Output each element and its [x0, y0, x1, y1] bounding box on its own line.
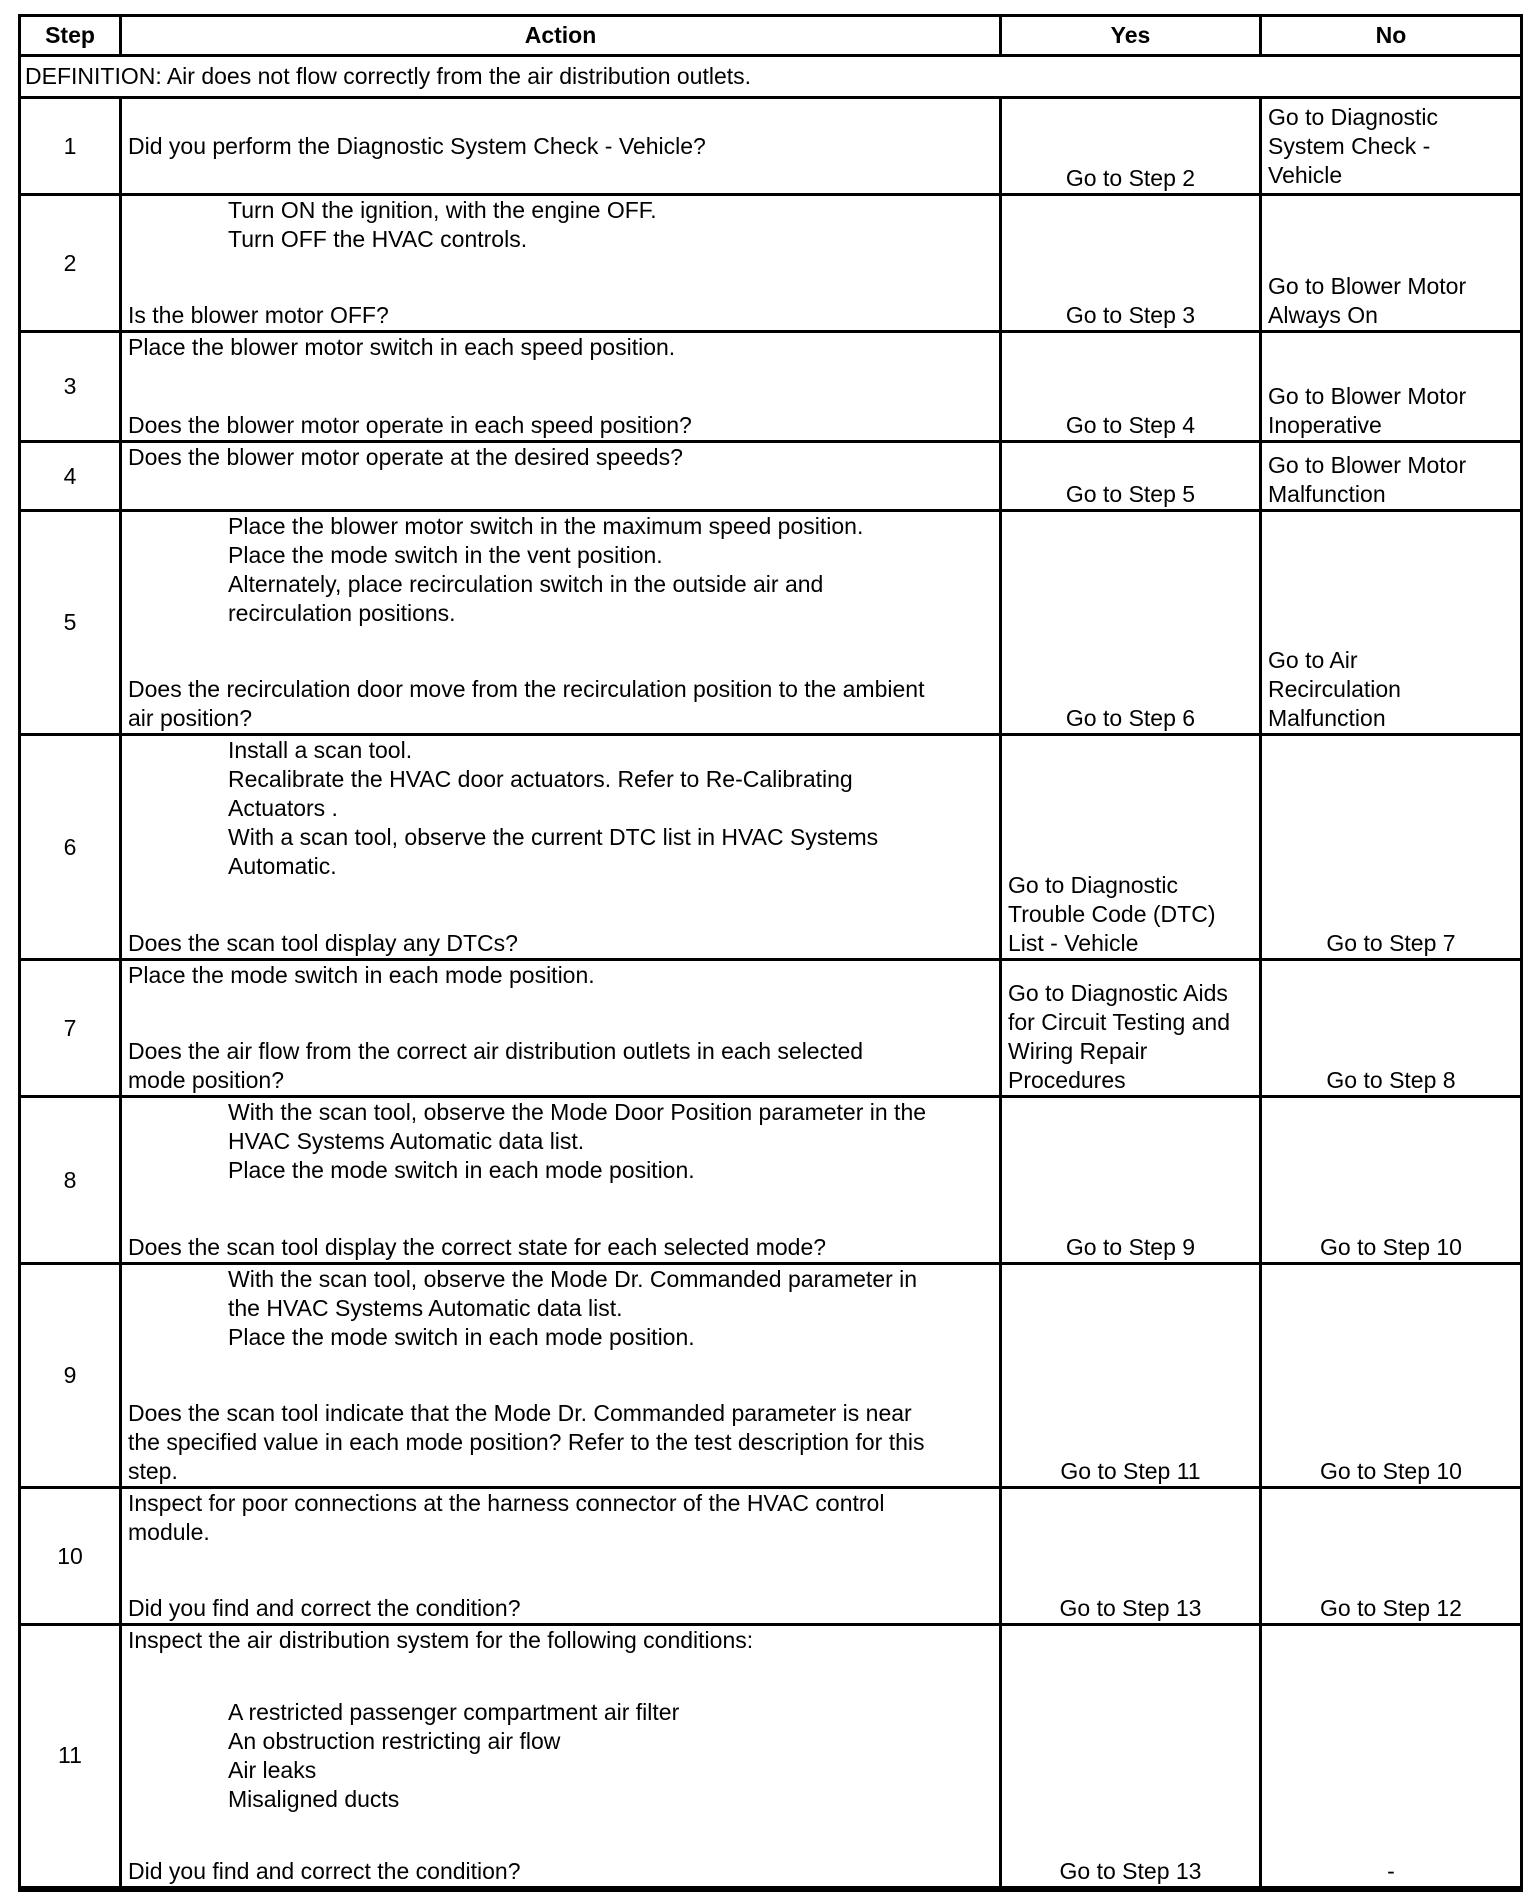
- step-number: 10: [20, 1488, 121, 1625]
- step-number: 8: [20, 1097, 121, 1264]
- condition-list: [128, 1698, 993, 1814]
- yes-result-line: Trouble Code (DTC): [1008, 901, 1216, 927]
- yes-cell: [1001, 98, 1261, 195]
- action-cell: [121, 98, 1001, 195]
- no-result-line: Recirculation: [1268, 676, 1401, 702]
- no-result-line: Go to Step 10: [1320, 1458, 1462, 1484]
- instruction-line: With the scan tool, observe the Mode Door Position parameter in the: [228, 1099, 927, 1125]
- no-result-line: -: [1387, 1857, 1395, 1884]
- table-row: [20, 1264, 1522, 1488]
- no-result-line: Go to Diagnostic: [1268, 103, 1439, 130]
- question-line: Does the blower motor operate in each speed position?: [128, 412, 692, 438]
- instruction-line: Automatic.: [228, 853, 337, 879]
- question-line: step.: [128, 1458, 178, 1484]
- no-result-line: Go to Step 10: [1320, 1234, 1462, 1260]
- action-instructions: [128, 1265, 993, 1352]
- action-instructions: [128, 1098, 993, 1185]
- yes-result-line: Go to Diagnostic Aids: [1008, 980, 1228, 1006]
- table-row: [20, 98, 1522, 195]
- action-cell: [121, 1097, 1001, 1264]
- header-yes: Yes: [1001, 16, 1261, 56]
- action-cell: [121, 1488, 1001, 1625]
- action-content: [128, 961, 993, 1095]
- no-result-line: Malfunction: [1268, 705, 1386, 731]
- action-cell: [121, 332, 1001, 442]
- no-cell: [1261, 1488, 1522, 1625]
- action-content: [128, 1489, 993, 1623]
- action-question: [128, 1399, 993, 1486]
- step-number: 4: [20, 442, 121, 511]
- no-cell: [1261, 195, 1522, 332]
- condition-item: An obstruction restricting air flow: [228, 1727, 561, 1754]
- yes-result-line: Go to Step 4: [1065, 412, 1196, 438]
- step-number: 2: [20, 195, 121, 332]
- action-instructions: [128, 333, 993, 362]
- yes-cell: [1001, 1097, 1261, 1264]
- yes-cell: [1001, 1625, 1261, 1889]
- yes-cell: [1001, 511, 1261, 735]
- no-cell: [1261, 511, 1522, 735]
- action-question: [128, 443, 993, 472]
- action-cell: [121, 960, 1001, 1097]
- no-cell: [1261, 960, 1522, 1097]
- yes-cell: [1001, 1488, 1261, 1625]
- action-question: [128, 1857, 993, 1886]
- instruction-line: Place the mode switch in each mode position.: [228, 1324, 695, 1350]
- yes-result-line: Wiring Repair: [1008, 1038, 1148, 1064]
- table-row: [20, 735, 1522, 960]
- yes-result-line: Procedures: [1008, 1067, 1126, 1093]
- definition-row: [20, 56, 1522, 98]
- step-number: 6: [20, 735, 121, 960]
- instruction-line: module.: [128, 1519, 210, 1545]
- table-row: [20, 442, 1522, 511]
- action-instructions: [128, 736, 993, 881]
- yes-result-line: for Circuit Testing and: [1008, 1009, 1231, 1035]
- yes-result-line: Go to Diagnostic: [1008, 872, 1179, 898]
- table-row: [20, 1625, 1522, 1889]
- question-line: Does the blower motor operate at the desired speeds?: [128, 444, 683, 470]
- no-result-line: Vehicle: [1268, 161, 1343, 188]
- action-question: [128, 1594, 993, 1623]
- yes-cell: [1001, 735, 1261, 960]
- question-line: Does the air flow from the correct air distribution outlets in each selected: [128, 1038, 864, 1064]
- question-line: air position?: [128, 705, 253, 731]
- step-number: 3: [20, 332, 121, 442]
- yes-result-line: Go to Step 2: [1065, 165, 1196, 191]
- no-cell: [1261, 1264, 1522, 1488]
- instruction-line: Inspect the air distribution system for the following conditions:: [128, 1627, 754, 1653]
- instruction-line: Recalibrate the HVAC door actuators. Refer to Re-Calibrating: [228, 766, 853, 792]
- instruction-line: Place the mode switch in each mode position.: [128, 962, 595, 988]
- question-line: Does the scan tool indicate that the Mode Dr. Commanded parameter is near: [128, 1400, 912, 1426]
- no-cell: [1261, 332, 1522, 442]
- yes-cell: [1001, 332, 1261, 442]
- question-line: Does the recirculation door move from the recirculation position to the ambient: [128, 676, 925, 702]
- table-row: [20, 195, 1522, 332]
- action-content: [128, 1265, 993, 1486]
- instruction-line: Turn OFF the HVAC controls.: [228, 226, 528, 252]
- action-cell: [121, 1625, 1001, 1889]
- yes-result-line: Go to Step 9: [1065, 1234, 1196, 1260]
- action-content: [128, 196, 993, 330]
- header-row: [20, 16, 1522, 56]
- yes-result-line: Go to Step 13: [1059, 1857, 1202, 1884]
- no-cell: [1261, 1625, 1522, 1889]
- no-result-line: Go to Blower Motor: [1268, 452, 1467, 478]
- yes-result-line: Go to Step 5: [1065, 481, 1196, 507]
- action-question: [128, 301, 993, 330]
- condition-item: A restricted passenger compartment air filter: [228, 1698, 680, 1725]
- no-cell: [1261, 442, 1522, 511]
- action-question: [128, 132, 993, 161]
- instruction-line: Actuators .: [228, 795, 338, 821]
- instruction-line: Inspect for poor connections at the harness connector of the HVAC control: [128, 1490, 885, 1516]
- action-cell: [121, 442, 1001, 511]
- question-line: the specified value in each mode position? Refer to the test description for this: [128, 1429, 925, 1455]
- instruction-line: Place the blower motor switch in the maximum speed position.: [228, 513, 864, 539]
- header-no: No: [1261, 16, 1522, 56]
- table-row: [20, 511, 1522, 735]
- action-question: [128, 1037, 993, 1095]
- question-line: Does the scan tool display any DTCs?: [128, 930, 518, 956]
- action-content: [128, 1098, 993, 1262]
- instruction-line: With a scan tool, observe the current DTC list in HVAC Systems: [228, 824, 879, 850]
- yes-result-line: Go to Step 3: [1065, 302, 1196, 328]
- definition-text: DEFINITION: Air does not flow correctly from the air distribution outlets.: [20, 56, 1522, 98]
- no-cell: [1261, 98, 1522, 195]
- no-result-line: Go to Blower Motor: [1268, 383, 1467, 409]
- action-instructions: [128, 1626, 993, 1655]
- step-number: 7: [20, 960, 121, 1097]
- action-instructions: [128, 1489, 993, 1547]
- header-action: Action: [121, 16, 1001, 56]
- instruction-line: Alternately, place recirculation switch in the outside air and: [228, 571, 824, 597]
- action-instructions: [128, 512, 993, 628]
- yes-cell: [1001, 195, 1261, 332]
- instruction-line: Turn ON the ignition, with the engine OFF.: [228, 197, 657, 223]
- instruction-line: With the scan tool, observe the Mode Dr. Commanded parameter in: [228, 1266, 918, 1292]
- instruction-line: recirculation positions.: [228, 600, 456, 626]
- table-row: [20, 1488, 1522, 1625]
- no-result-line: Go to Air: [1268, 647, 1358, 673]
- action-cell: [121, 195, 1001, 332]
- action-cell: [121, 735, 1001, 960]
- action-content: [128, 132, 993, 161]
- yes-result-line: List - Vehicle: [1008, 930, 1139, 956]
- question-line: Did you perform the Diagnostic System Check - Vehicle?: [128, 132, 706, 159]
- instruction-line: Place the mode switch in each mode position.: [228, 1157, 695, 1183]
- action-question: [128, 929, 993, 958]
- condition-item: Air leaks: [228, 1756, 317, 1783]
- question-line: Did you find and correct the condition?: [128, 1595, 521, 1621]
- no-result-line: Inoperative: [1268, 412, 1382, 438]
- yes-cell: [1001, 442, 1261, 511]
- action-cell: [121, 511, 1001, 735]
- step-number: 1: [20, 98, 121, 195]
- no-cell: [1261, 1097, 1522, 1264]
- action-question: [128, 1233, 993, 1262]
- action-question: [128, 675, 993, 733]
- action-content: [128, 512, 993, 733]
- action-cell: [121, 1264, 1001, 1488]
- action-question: [128, 411, 993, 440]
- no-result-line: Go to Step 12: [1320, 1595, 1462, 1621]
- no-result-line: Go to Step 7: [1326, 930, 1456, 956]
- action-content: [128, 443, 993, 472]
- yes-result-line: Go to Step 6: [1065, 705, 1196, 731]
- step-number: 5: [20, 511, 121, 735]
- action-instructions: [128, 961, 993, 990]
- yes-cell: [1001, 960, 1261, 1097]
- step-number: 9: [20, 1264, 121, 1488]
- instruction-line: the HVAC Systems Automatic data list.: [228, 1295, 623, 1321]
- no-result-line: Always On: [1268, 302, 1378, 328]
- yes-result-line: Go to Step 13: [1059, 1595, 1202, 1621]
- no-result-line: System Check -: [1268, 132, 1431, 159]
- no-result-line: Go to Step 8: [1326, 1067, 1456, 1093]
- question-line: Does the scan tool display the correct state for each selected mode?: [128, 1234, 827, 1260]
- instruction-line: Place the blower motor switch in each speed position.: [128, 334, 676, 360]
- yes-cell: [1001, 1264, 1261, 1488]
- action-content: [128, 333, 993, 440]
- table-row: [20, 332, 1522, 442]
- step-number: 11: [20, 1625, 121, 1889]
- no-cell: [1261, 735, 1522, 960]
- no-result-line: Malfunction: [1268, 481, 1386, 507]
- question-line: mode position?: [128, 1067, 284, 1093]
- action-instructions: [128, 196, 993, 254]
- action-content: [128, 1626, 993, 1886]
- instruction-line: Install a scan tool.: [228, 737, 413, 763]
- yes-result-line: Go to Step 11: [1060, 1458, 1201, 1484]
- question-line: Is the blower motor OFF?: [128, 302, 389, 328]
- no-result-line: Go to Blower Motor: [1268, 273, 1467, 299]
- action-content: [128, 736, 993, 958]
- header-step: Step: [20, 16, 121, 56]
- table-row: [20, 960, 1522, 1097]
- condition-item: Misaligned ducts: [228, 1785, 400, 1812]
- diagnostic-table: [18, 14, 1523, 1892]
- instruction-line: HVAC Systems Automatic data list.: [228, 1128, 585, 1154]
- question-line: Did you find and correct the condition?: [128, 1857, 521, 1884]
- table-row: [20, 1097, 1522, 1264]
- instruction-line: Place the mode switch in the vent position.: [228, 542, 663, 568]
